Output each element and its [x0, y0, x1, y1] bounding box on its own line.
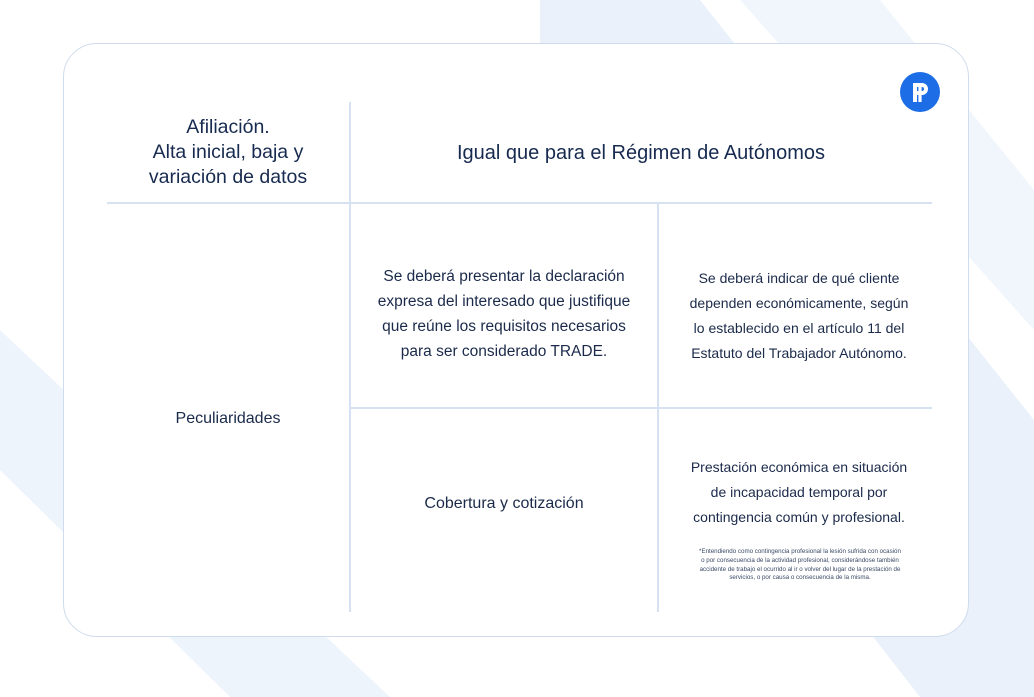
- horizontal-divider-middle: [351, 407, 932, 409]
- cell-cobertura-cotizacion: Cobertura y cotización: [424, 495, 584, 512]
- cell-prestacion-economica: Prestación económica en situación de incapacidad temporal por contingencia común y profesional.: [690, 459, 908, 525]
- p-brand-logo-icon: [900, 72, 940, 112]
- cell-cliente-dependencia: Se deberá indicar de qué cliente dependen económicamente, según lo establecido en el artículo 11 del Estatuto del Trabajador Autónomo.: [689, 270, 909, 361]
- cell-declaracion-trade: Se deberá presentar la declaración expresa del interesado que justifique que reúne los requisitos necesarios para ser considerado TRADE.: [377, 268, 631, 360]
- header-afiliacion: Afiliación. Alta inicial, baja y variación de datos: [148, 116, 308, 188]
- footnote-contingencia-profesional: *Entendiendo como contingencia profesional la lesión sufrida con ocasión o por consecuencia de la actividad profesional, considerándose también accidente de trabajo el ocurrido al ir o volver del lugar de la prestación de servicios, o por causa o consecuencia de la misma.: [699, 548, 901, 582]
- vertical-divider-left: [349, 102, 351, 612]
- horizontal-divider-header: [107, 202, 932, 204]
- header-regimen-autonomos: Igual que para el Régimen de Autónomos: [456, 142, 826, 164]
- row-label-peculiaridades: Peculiaridades: [175, 410, 281, 427]
